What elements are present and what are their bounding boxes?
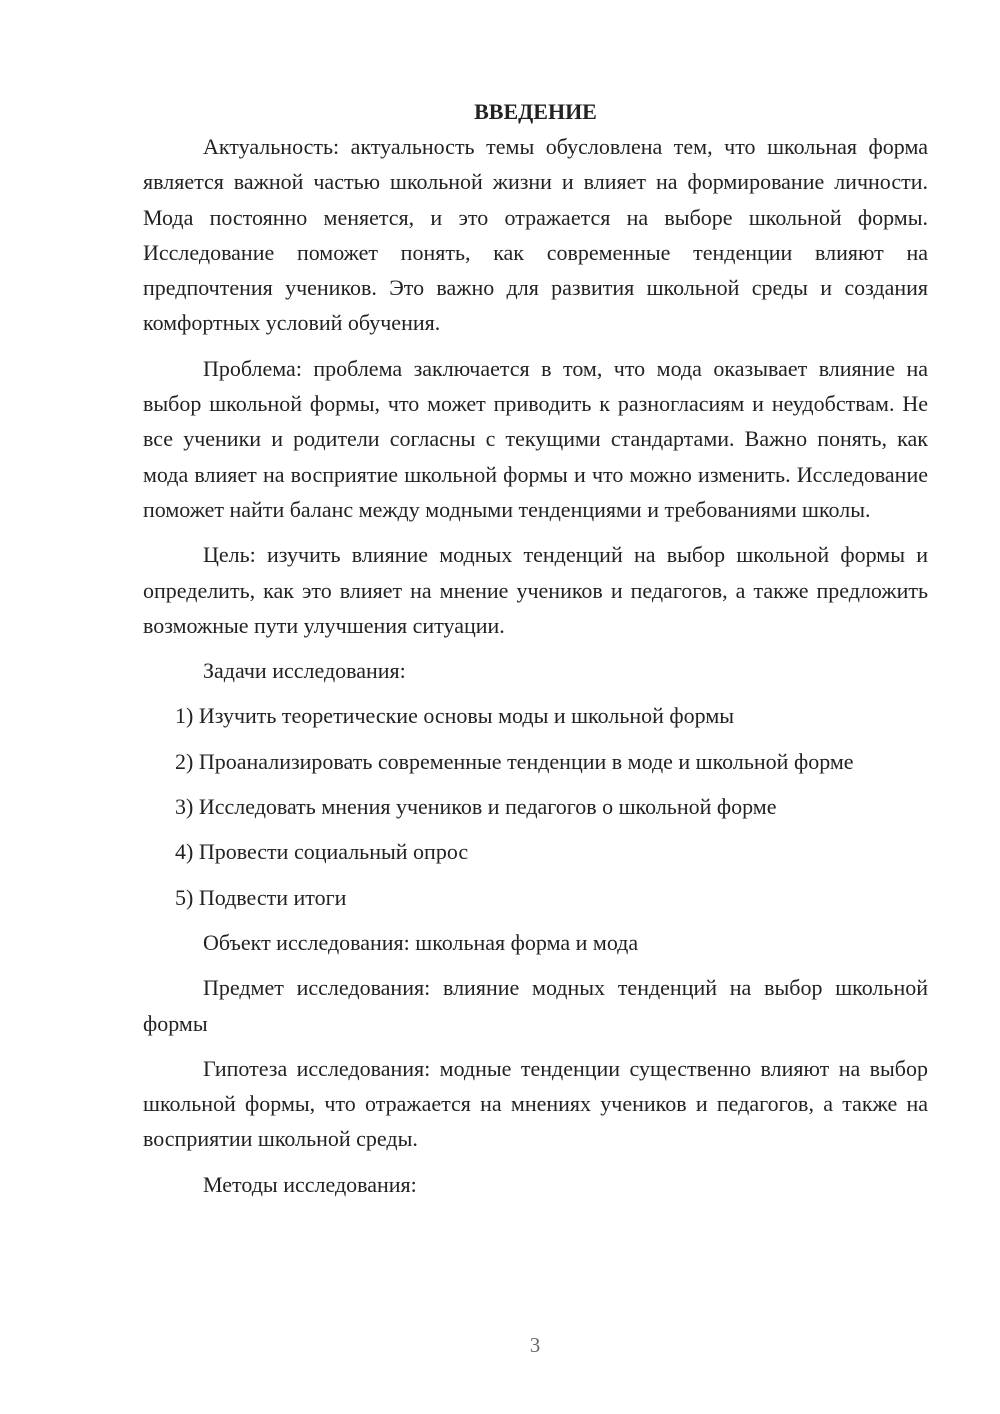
paragraph-subject: Предмет исследования: влияние модных тенденций на выбор школьной формы (143, 975, 928, 1036)
methods-heading: Методы исследования: (203, 1171, 417, 1197)
tasks-heading: Задачи исследования: (203, 658, 406, 684)
paragraph-goal: Цель: изучить влияние модных тенденций на выбор школьной формы и определить, как это влияет на мнение учеников и педагогов, а также предложить возможные пути улучшения ситуации. (143, 542, 928, 638)
task-item: 1) Изучить теоретические основы моды и школьной формы (175, 703, 735, 729)
task-item: 2) Проанализировать современные тенденции в моде и школьной форме (175, 748, 854, 774)
task-item: 3) Исследовать мнения учеников и педагогов о школьной форме (175, 794, 777, 820)
task-item: 5) Подвести итоги (175, 884, 347, 910)
paragraph-problem: Проблема: проблема заключается в том, что мода оказывает влияние на выбор школьной формы, что может приводить к разногласиям и неудобствам. Не все ученики и родители согласны с текущими стандартами. Важно понять, как мода влияет на восприятие школьной формы и что можно изменить. Исследование поможет найти баланс между модными тенденциями и требованиями школы. (143, 355, 928, 522)
paragraph-hypothesis: Гипотеза исследования: модные тенденции существенно влияют на выбор школьной формы, что отражается на мнениях учеников и педагогов, а также на восприятии школьной среды. (143, 1055, 928, 1152)
page-number: 3 (529, 1333, 541, 1357)
page-title: ВВЕДЕНИЕ (474, 99, 597, 124)
task-item: 4) Провести социальный опрос (175, 839, 469, 865)
paragraph-relevance: Актуальность: актуальность темы обусловлена тем, что школьная форма является важной частью школьной жизни и влияет на формирование личности. Мода постоянно меняется, и это отражается на выборе школьной формы. Исследование поможет понять, как современные тенденции влияют на предпочтения учеников. Это важно для развития школьной среды и создания комфортных условий обучения. (143, 134, 928, 336)
paragraph-object: Объект исследования: школьная форма и мода (203, 929, 639, 955)
document-page (143, 94, 928, 1212)
